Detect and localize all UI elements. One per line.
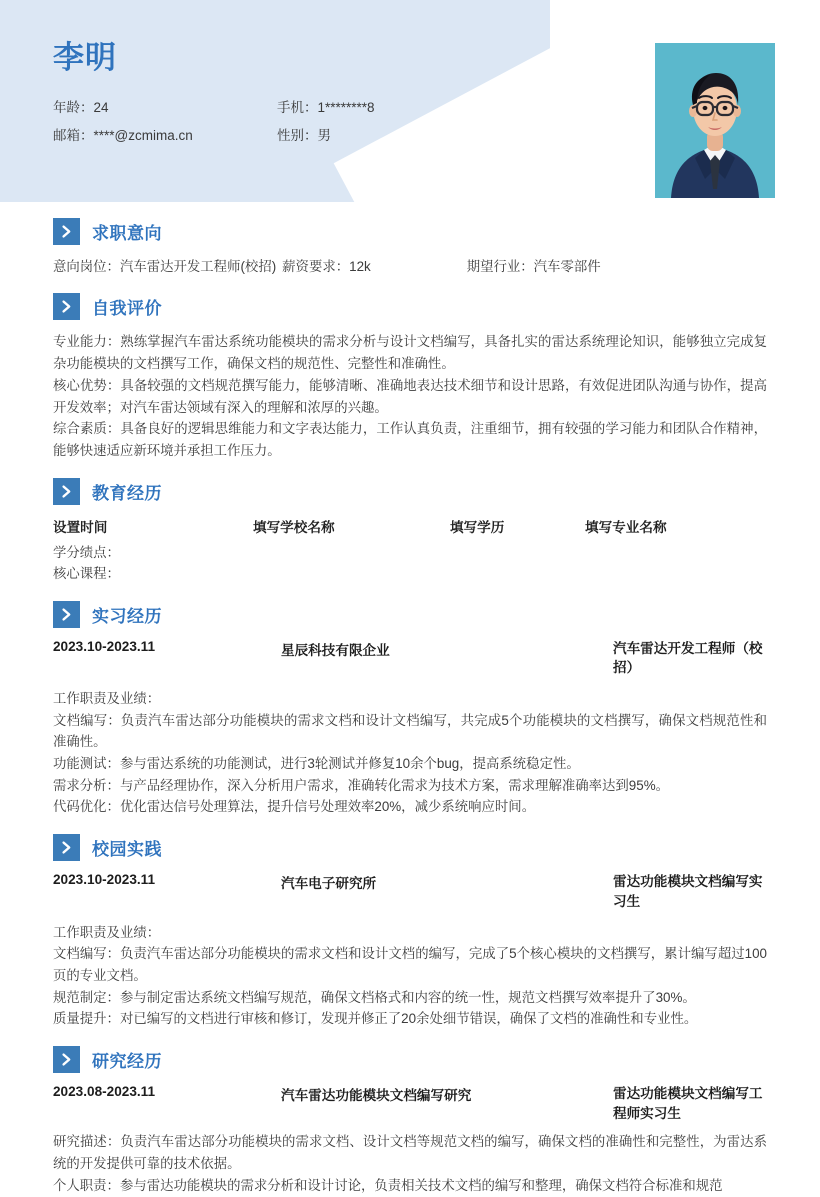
campus-item: 文档编写：负责汽车雷达部分功能模块的需求文档和设计文档的编写，完成了5个核心模块的文档撰写，累计编写超过100页的专业文档。 (53, 946, 767, 983)
campus-entry-header (53, 872, 767, 911)
profile-photo-illustration (655, 43, 775, 198)
contact-gender-value: 男 (317, 127, 331, 143)
contact-age (53, 100, 277, 117)
internship-entry-header (53, 639, 767, 678)
contact-email-value: ****@zcmima.cn (93, 127, 193, 143)
intention-industry: 期望行业：汽车零部件 (466, 259, 601, 274)
contact-email (53, 128, 277, 145)
internship-item: 功能测试：参与雷达系统的功能测试，进行3轮测试并修复10余个bug，提高系统稳定性。 (53, 756, 580, 772)
internship-item: 代码优化：优化雷达信号处理算法，提升信号处理效率20%，减少系统响应时间。 (53, 799, 536, 815)
section-title-intention: 求职意向 (92, 224, 162, 243)
campus-item: 规范制定：参与制定雷达系统文档编写规范，确保文档格式和内容的统一性，规范文档撰写效率提升了30%。 (53, 989, 696, 1005)
research-body (53, 1131, 767, 1196)
education-courses-line: 核心课程： (53, 566, 120, 582)
chevron-right-icon (53, 478, 80, 505)
campus-body (53, 922, 767, 1031)
contact-info (53, 100, 533, 156)
research-entry-header (53, 1084, 767, 1123)
contact-row (53, 128, 533, 145)
contact-email-label: 邮箱： (53, 127, 94, 143)
section-header-self-evaluation (53, 293, 767, 320)
campus-item: 质量提升：对已编写的文档进行审核和修订，发现并修正了20余处细节错误，确保了文档的准确性和专业性。 (53, 1011, 698, 1027)
resume-header (0, 0, 820, 202)
section-title-research: 研究经历 (92, 1052, 162, 1072)
chevron-right-icon (53, 293, 80, 320)
intention-position: 意向岗位：汽车雷达开发工程师(校招) (53, 259, 277, 274)
internship-body (53, 688, 767, 818)
contact-gender (277, 128, 517, 145)
self-evaluation-body (53, 331, 767, 461)
contact-phone (277, 100, 517, 117)
chevron-right-icon (53, 601, 80, 628)
chevron-right-icon (53, 834, 80, 861)
section-header-research (53, 1046, 767, 1073)
contact-age-label: 年龄： (53, 100, 94, 115)
research-date: 2023.08-2023.11 (53, 1084, 156, 1100)
section-title-self-evaluation: 自我评价 (92, 299, 162, 319)
education-column-headers (53, 516, 767, 536)
contact-row (53, 100, 533, 117)
section-header-education (53, 478, 767, 505)
campus-role: 雷达功能模块文档编写实习生 (613, 874, 763, 909)
internship-role: 汽车雷达开发工程师（校招） (613, 640, 763, 676)
campus-date: 2023.10-2023.11 (53, 872, 156, 888)
self-evaluation-paragraph: 核心优势：具备较强的文档规范撰写能力，能够清晰、准确地表达技术细节和设计思路，有效促进团队沟通与协作，提高开发效率；对汽车雷达领域有深入的理解和浓厚的兴趣。 (53, 377, 767, 415)
research-item: 研究描述：负责汽车雷达部分功能模块的需求文档、设计文档等规范文档的编写，确保文档的准确性和完整性，为雷达系统的开发提供可靠的技术依据。 (53, 1134, 767, 1172)
section-header-intention (53, 218, 767, 245)
chevron-right-icon (53, 1046, 80, 1073)
contact-phone-value: 1********8 (317, 100, 375, 115)
campus-organization: 汽车电子研究所 (281, 876, 377, 892)
education-col-school: 填写学校名称 (253, 519, 335, 535)
education-col-time: 设置时间 (53, 519, 108, 535)
section-title-education: 教育经历 (92, 483, 162, 503)
candidate-name: 李明 (53, 40, 117, 75)
contact-gender-label: 性别： (277, 127, 318, 143)
section-header-internship (53, 601, 767, 628)
internship-organization: 星辰科技有限企业 (281, 642, 390, 658)
internship-item: 文档编写：负责汽车雷达部分功能模块的需求文档和设计文档编写，共完成5个功能模块的文档撰写，确保文档规范性和准确性。 (53, 712, 767, 750)
contact-age-value: 24 (93, 100, 109, 115)
education-col-degree: 填写学历 (450, 519, 505, 535)
self-evaluation-paragraph: 专业能力：熟练掌握汽车雷达系统功能模块的需求分析与设计文档编写，具备扎实的雷达系统理论知识，能够独立完成复杂功能模块的文档撰写工作，确保文档的规范性、完整性和准确性。 (53, 334, 767, 372)
avatar (655, 43, 775, 198)
intention-row (53, 256, 767, 277)
contact-phone-label: 手机： (277, 100, 318, 115)
intention-salary: 薪资要求：12k (282, 259, 371, 274)
campus-subhead: 工作职责及业绩： (53, 924, 161, 940)
research-role: 雷达功能模块文档编写工程师实习生 (613, 1086, 763, 1121)
section-title-campus: 校园实践 (92, 840, 162, 860)
internship-date: 2023.10-2023.11 (53, 638, 156, 654)
self-evaluation-paragraph: 综合素质：具备良好的逻辑思维能力和文字表达能力，工作认真负责，注重细节，拥有较强的学习能力和团队合作精神，能够快速适应新环境并承担工作压力。 (53, 421, 767, 458)
chevron-right-icon (53, 218, 80, 245)
research-item: 个人职责：参与雷达功能模块的需求分析和设计讨论，负责相关技术文档的编写和整理，确保文档符合标准和规范 (53, 1177, 723, 1193)
section-title-internship: 实习经历 (92, 606, 162, 626)
education-col-major: 填写专业名称 (585, 519, 667, 535)
research-topic: 汽车雷达功能模块文档编写研究 (281, 1088, 472, 1104)
section-header-campus (53, 834, 767, 861)
internship-subhead: 工作职责及业绩： (53, 690, 161, 706)
internship-item: 需求分析：与产品经理协作，深入分析用户需求，准确转化需求为技术方案，需求理解准确率达到95%。 (53, 777, 669, 793)
resume-body (0, 218, 820, 1197)
education-gpa-line: 学分绩点： (53, 544, 120, 560)
